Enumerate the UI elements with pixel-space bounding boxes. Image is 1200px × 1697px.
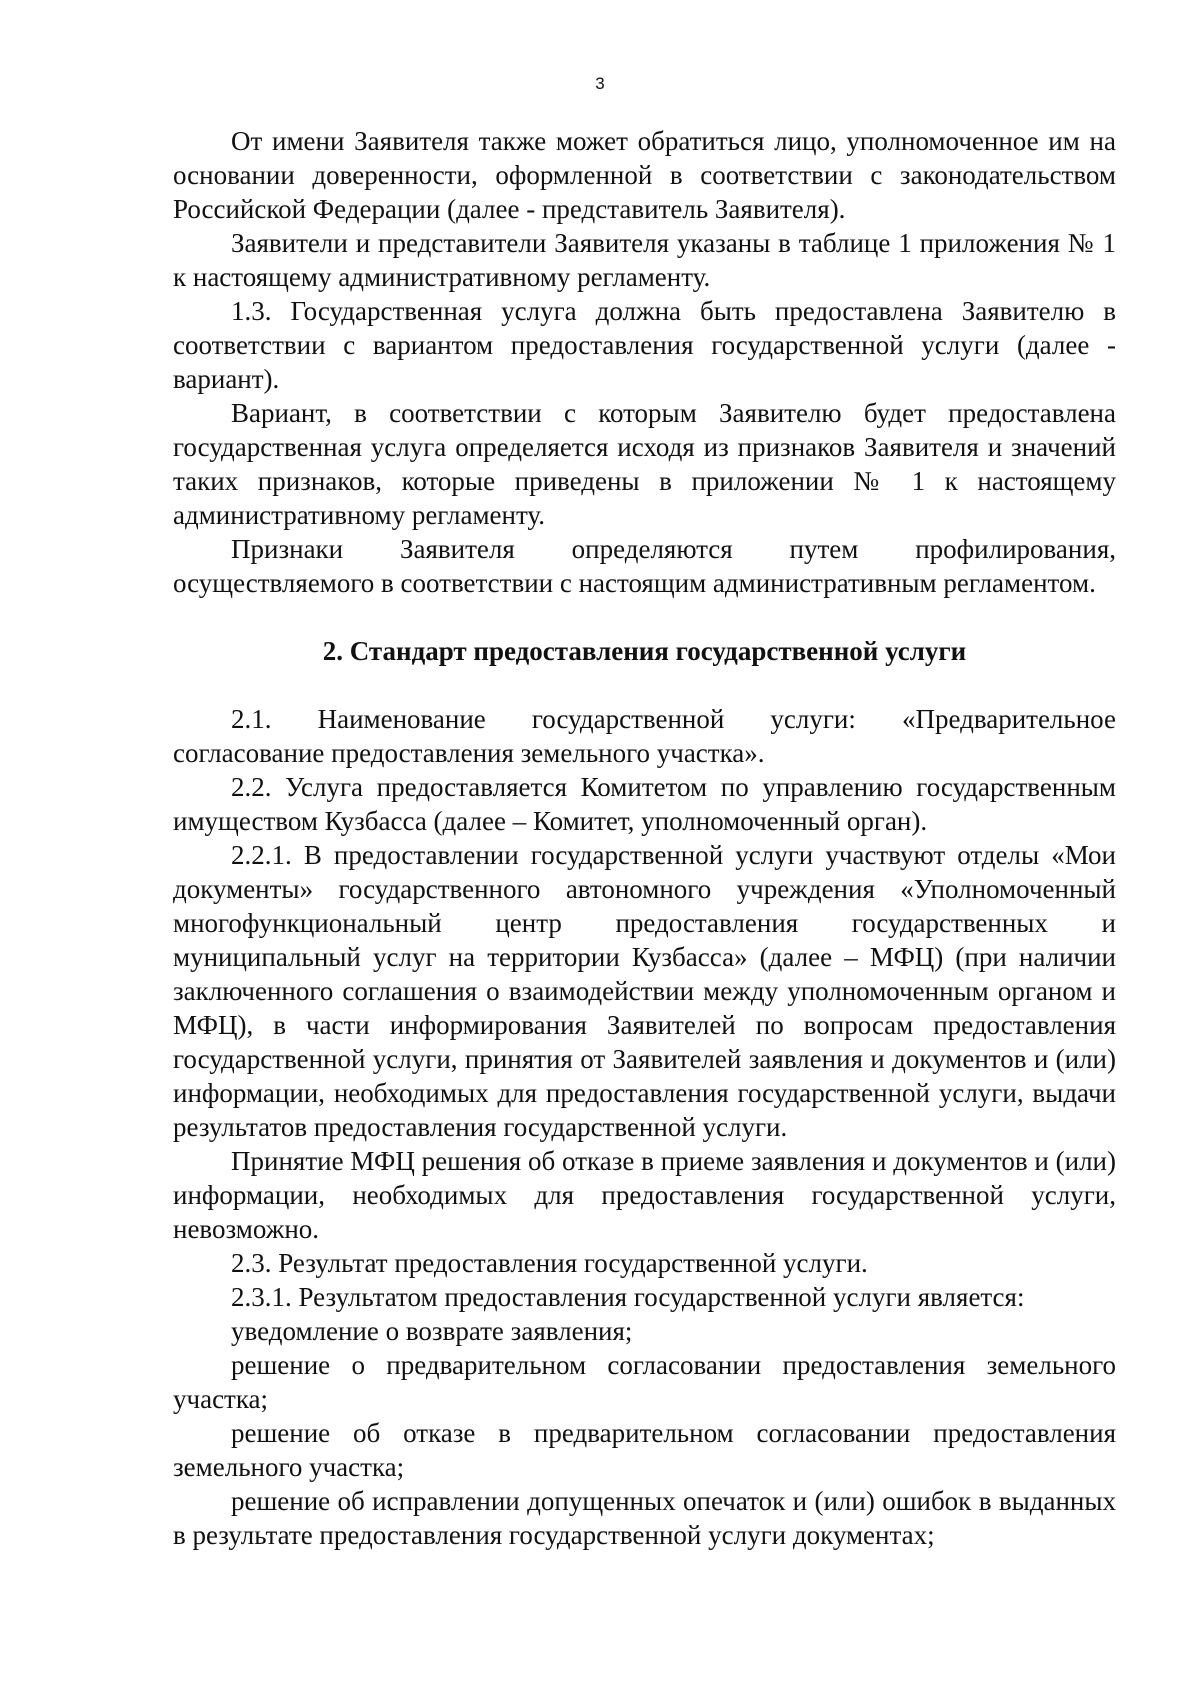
section-1	[173, 124, 1116, 600]
paragraph: 2.3.1. Результатом предоставления государственной услуги является:	[231, 1282, 1025, 1312]
paragraph: Заявители и представители Заявителя указаны в таблице 1 приложения № 1 к настоящему административному регламенту.	[173, 228, 1116, 292]
paragraph: решение об исправлении допущенных опечаток и (или) ошибок в выданных в результате предоставления государственной услуги документах;	[173, 1486, 1116, 1550]
paragraph: 2.2.1. В предоставлении государственной услуги участвуют отделы «Мои документы» государственного автономного учреждения «Уполномоченный многофункциональный центр предоставления государственных и муниципальный услуг на территории Кузбасса» (далее – МФЦ) (при наличии заключенного соглашения о взаимодействии между уполномоченным органом и МФЦ), в части информирования Заявителей по вопросам предоставления государственной услуги, принятия от Заявителей заявления и документов и (или) информации, необходимых для предоставления государственной услуги, выдачи результатов предоставления государственной услуги.	[173, 840, 1116, 1142]
paragraph: 2.3. Результат предоставления государственной услуги.	[231, 1248, 868, 1278]
document-body	[173, 124, 1116, 1552]
section-heading: 2. Стандарт предоставления государственной услуги	[322, 636, 967, 666]
page-number: 3	[595, 74, 605, 93]
paragraph: От имени Заявителя также может обратиться лицо, уполномоченное им на основании доверенности, оформленной в соответствии с законодательством Российской Федерации (далее - представитель Заявителя).	[173, 126, 1116, 224]
paragraph: уведомление о возврате заявления;	[231, 1316, 633, 1346]
paragraph: Вариант, в соответствии с которым Заявителю будет предоставлена государственная услуга определяется исходя из признаков Заявителя и значений таких признаков, которые приведены в приложении № 1 к настоящему административному регламенту.	[173, 398, 1116, 530]
paragraph: Признаки Заявителя определяются путем профилирования, осуществляемого в соответствии с настоящим административным регламентом.	[173, 534, 1116, 598]
paragraph: решение об отказе в предварительном согласовании предоставления земельного участка;	[173, 1418, 1116, 1482]
section-2	[173, 702, 1116, 1552]
paragraph: 1.3. Государственная услуга должна быть предоставлена Заявителю в соответствии с вариантом предоставления государственной услуги (далее - вариант).	[173, 296, 1116, 394]
paragraph: Принятие МФЦ решения об отказе в приеме заявления и документов и (или) информации, необходимых для предоставления государственной услуги, невозможно.	[173, 1146, 1116, 1244]
paragraph: решение о предварительном согласовании предоставления земельного участка;	[173, 1350, 1116, 1414]
paragraph: 2.1. Наименование государственной услуги: «Предварительное согласование предоставления земельного участка».	[173, 704, 1116, 768]
paragraph: 2.2. Услуга предоставляется Комитетом по управлению государственным имуществом Кузбасса (далее – Комитет, уполномоченный орган).	[173, 772, 1116, 836]
